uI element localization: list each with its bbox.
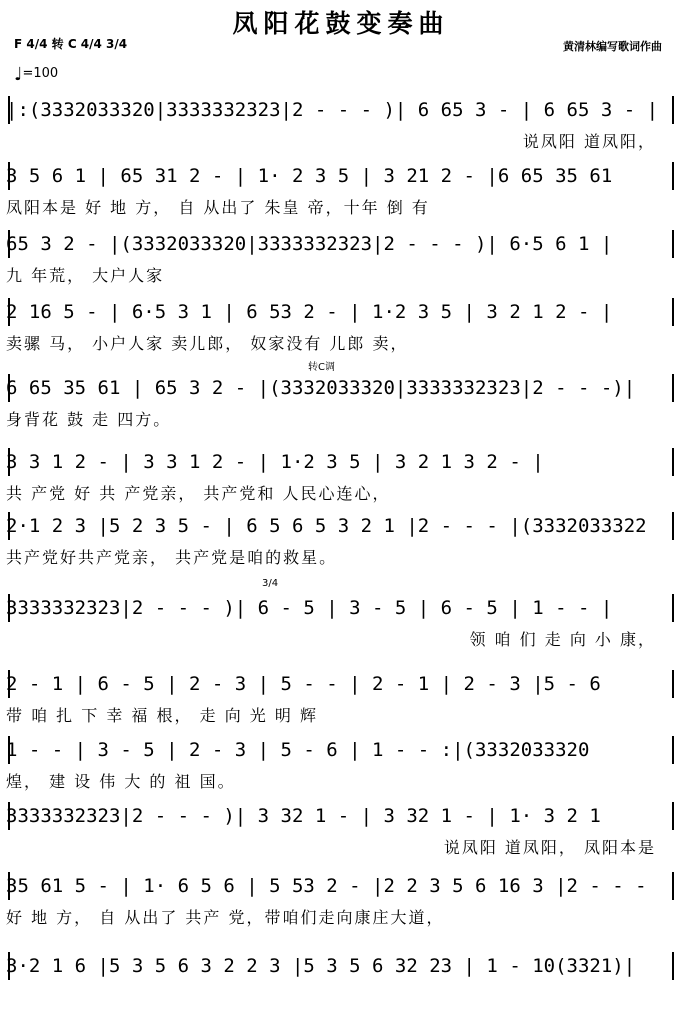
lyrics-line: 卖骡 马， 小户人家 卖儿郎， 奴家没有 儿郎 卖， (6, 334, 409, 353)
system-mark: 转C调 (308, 362, 335, 373)
lyrics-line: 凤阳本是 好 地 方， 自 从出了 朱皇 帝，十年 倒 有 (6, 198, 430, 217)
music-system (0, 296, 682, 376)
lyrics-line: 领 咱 们 走 向 小 康， (469, 630, 656, 649)
notation-line: 2 16 5 - | 6·5 3 1 | 6 53 2 - | 1·2 3 5 | 3 2 1 2 - | (6, 301, 613, 323)
music-system (0, 950, 682, 1030)
song-title: 凤阳花鼓变奏曲 (232, 9, 450, 38)
tempo-marking (14, 64, 58, 85)
lyrics-line: 九 年荒， 大户人家 (6, 266, 165, 285)
notation-line: |:(3332033320|3333332323|2 - - - )| 6 65 3 - | 6 65 3 - | (6, 99, 659, 121)
lyrics-line: 说凤阳 道凤阳， 凤阳本是 (443, 838, 656, 857)
notation-line: 65 3 2 - |(3332033320|3333332323|2 - - - )| 6·5 6 1 | (6, 233, 613, 255)
notation-line: 3333332323|2 - - - )| 3 32 1 - | 3 32 1 - | 1· 3 2 1 (6, 805, 601, 827)
lyrics-line: 好 地 方， 自 从出了 共产 党，带咱们走向康庄大道， (6, 908, 445, 927)
notation-line: 1 - - | 3 - 5 | 2 - 3 | 5 - 6 | 1 - - :|(3332033320 (6, 739, 590, 761)
lyrics-line: 煌， 建 设 伟 大 的 祖 国。 (6, 772, 236, 791)
notation-line: 2 - 1 | 6 - 5 | 2 - 3 | 5 - - | 2 - 1 | 2 - 3 |5 - 6 (6, 673, 601, 695)
music-system (0, 578, 682, 672)
notation-line: 3 3 1 2 - | 3 3 1 2 - | 1·2 3 5 | 3 2 1 3 2 - | (6, 451, 544, 473)
music-system (0, 362, 682, 452)
notation-line: 35 61 5 - | 1· 6 5 6 | 5 53 2 - |2 2 3 5 6 16 3 |2 - - - (6, 875, 647, 897)
notation-line: 3·2 1 6 |5 3 5 6 3 2 2 3 |5 3 5 6 32 23 | 1 - 10(3321)| (6, 955, 636, 977)
lyrics-line: 带 咱 扎 下 幸 福 根， 走 向 光 明 辉 (6, 706, 318, 725)
notation-line: 2·1 2 3 |5 2 3 5 - | 6 5 6 5 3 2 1 |2 - - - |(3332033322 (6, 515, 647, 537)
lyrics-line: 身背花 鼓 走 四方。 (6, 410, 172, 429)
lyrics-line: 说凤阳 道凤阳， (522, 132, 656, 151)
music-system (0, 870, 682, 950)
key-signature: F 4/4 转 C 4/4 3/4 (14, 37, 128, 51)
music-system (0, 510, 682, 590)
lyrics-line: 共 产党 好 共 产党亲， 共产党和 人民心连心， (6, 484, 391, 503)
notation-line: 3 5 6 1 | 65 31 2 - | 1· 2 3 5 | 3 21 2 - |6 65 35 61 (6, 165, 613, 187)
tempo-value: =100 (22, 66, 59, 81)
system-mark: 3/4 (262, 578, 279, 589)
quarter-note-icon: ♩ (14, 64, 23, 85)
credit-line: 黄清林编写歌词作曲 (563, 40, 662, 53)
notation-line: 3333332323|2 - - - )| 6 - 5 | 3 - 5 | 6 - 5 | 1 - - | (6, 597, 613, 619)
notation-line: 6 65 35 61 | 65 3 2 - |(3332033320|3333332323|2 - - -)| (6, 377, 636, 399)
music-system (0, 800, 682, 880)
lyrics-line: 共产党好共产党亲， 共产党是咱的救星。 (6, 548, 338, 567)
